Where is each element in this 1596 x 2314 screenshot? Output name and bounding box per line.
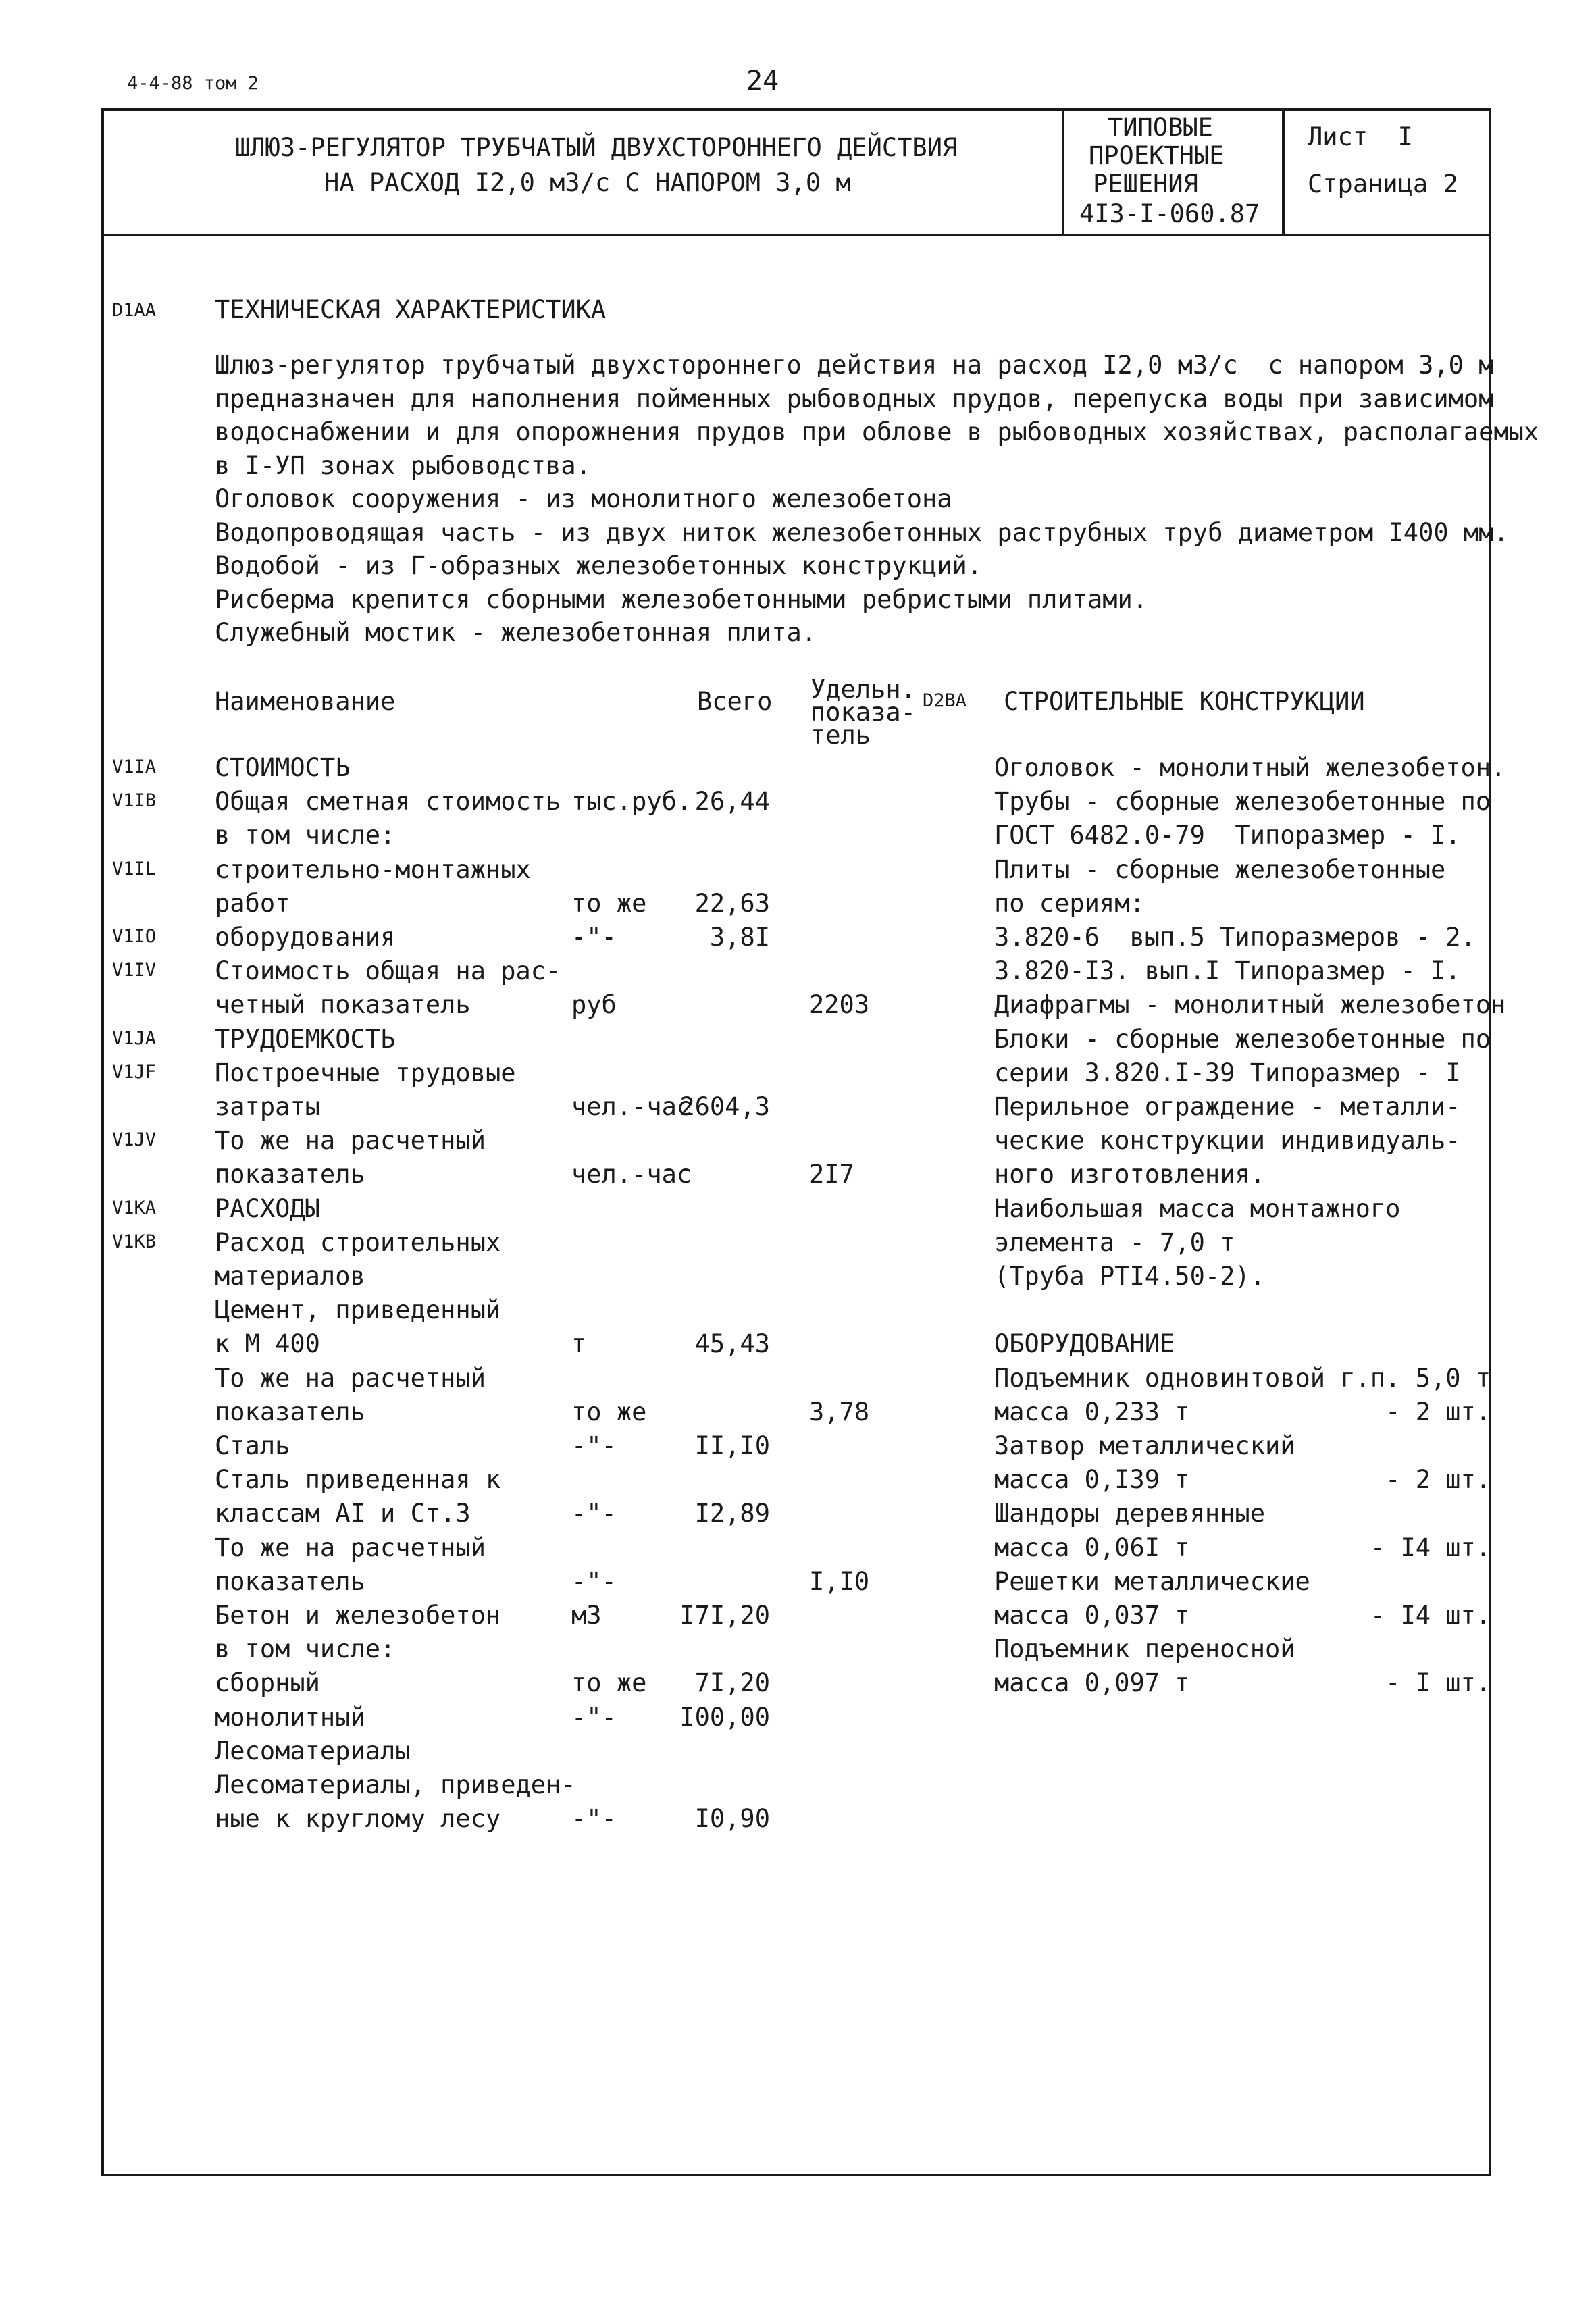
row-name: показатель xyxy=(215,1397,365,1426)
page-label: Страница 2 xyxy=(1308,170,1458,199)
row-code: V1IB xyxy=(112,790,157,812)
right-section-code: D2BA xyxy=(923,690,967,711)
construction-line: Подъемник переносной xyxy=(994,1635,1295,1664)
construction-line: масса 0,06I т - I4 шт. xyxy=(994,1533,1491,1562)
row-code: V1IV xyxy=(112,960,157,981)
row-name: Бетон и железобетон xyxy=(215,1601,501,1630)
construction-line: ОБОРУДОВАНИЕ xyxy=(994,1329,1175,1359)
construction-line: масса 0,037 т - I4 шт. xyxy=(994,1601,1491,1630)
row-code: V1IO xyxy=(112,926,157,947)
row-name: Лесоматериалы xyxy=(215,1736,411,1766)
construction-line: Перильное ограждение - металли- xyxy=(994,1092,1461,1121)
row-name: сборный xyxy=(215,1668,320,1698)
typical-line-3: РЕШЕНИЯ xyxy=(1093,170,1198,199)
row-code: V1JA xyxy=(112,1027,157,1049)
col-specific-header-2: показа- xyxy=(810,698,916,727)
row-specific: 3,78 xyxy=(809,1397,870,1426)
row-specific: 2I7 xyxy=(809,1160,854,1189)
row-name: показатель xyxy=(215,1566,365,1596)
row-total: 3,8I xyxy=(709,923,770,952)
row-name: в том числе: xyxy=(215,821,396,850)
sheet-number: Лист I xyxy=(1308,122,1413,151)
title-line-1: ШЛЮЗ-РЕГУЛЯТОР ТРУБЧАТЫЙ ДВУХСТОРОННЕГО ДЕЙСТВИЯ xyxy=(235,133,958,162)
row-name: материалов xyxy=(215,1262,365,1291)
row-name: СТОИМОСТЬ xyxy=(215,753,351,782)
row-name: классам АI и Ст.3 xyxy=(215,1499,471,1528)
construction-line: (Труба РТI4.50-2). xyxy=(994,1262,1265,1291)
row-unit: тыс.руб. xyxy=(571,787,692,817)
row-unit: -"- xyxy=(571,1431,617,1460)
row-code: V1KA xyxy=(112,1197,157,1218)
description-line: в I-УП зонах рыбоводства. xyxy=(215,451,591,480)
title-line-2: НА РАСХОД I2,0 м3/с С НАПОРОМ 3,0 м xyxy=(324,168,851,197)
series-label: 4-4-88 том 2 xyxy=(127,73,259,94)
row-total: 22,63 xyxy=(694,888,770,918)
row-unit: -"- xyxy=(571,1804,617,1834)
construction-line: 3.820-I3. вып.I Типоразмер - I. xyxy=(994,956,1461,986)
header-vline-2 xyxy=(1282,108,1285,236)
section-title: ТЕХНИЧЕСКАЯ ХАРАКТЕРИСТИКА xyxy=(215,295,607,324)
row-name: Общая сметная стоимость xyxy=(215,787,561,817)
row-name: То же на расчетный xyxy=(215,1363,486,1393)
col-name-header: Наименование xyxy=(215,687,396,716)
row-total: II,I0 xyxy=(694,1431,770,1460)
construction-line: масса 0,233 т - 2 шт. xyxy=(994,1397,1491,1426)
construction-line: Шандоры деревянные xyxy=(994,1499,1265,1528)
row-specific: I,I0 xyxy=(809,1566,870,1596)
row-code: V1IL xyxy=(112,858,157,879)
row-name: к М 400 xyxy=(215,1329,320,1359)
construction-line: масса 0,097 т - I шт. xyxy=(994,1668,1491,1698)
row-name: Построечные трудовые xyxy=(215,1058,516,1087)
construction-line: Решетки металлические xyxy=(994,1566,1310,1596)
row-unit: -"- xyxy=(571,923,617,952)
description-line: Служебный мостик - железобетонная плита. xyxy=(215,618,817,647)
construction-line: Трубы - сборные железобетонные по xyxy=(994,787,1491,817)
construction-line: Оголовок - монолитный железобетон. xyxy=(994,753,1506,782)
row-total: 45,43 xyxy=(694,1329,770,1359)
col-total-header: Всего xyxy=(697,687,773,716)
description-line: Оголовок сооружения - из монолитного железобетона xyxy=(215,484,952,513)
row-name: строительно-монтажных xyxy=(215,854,531,884)
row-unit: т xyxy=(571,1329,587,1359)
description-line: Шлюз-регулятор трубчатый двухстороннего действия на расход I2,0 м3/с с напором 3,0 м xyxy=(215,351,1494,380)
row-unit: чел.-час xyxy=(571,1092,692,1121)
row-total: 2604,3 xyxy=(679,1092,770,1121)
page-number: 24 xyxy=(746,66,779,97)
row-name: Сталь xyxy=(215,1431,290,1460)
row-name: в том числе: xyxy=(215,1635,396,1664)
row-name: Цемент, приведенный xyxy=(215,1295,501,1325)
section-code: D1AA xyxy=(112,300,157,321)
construction-line: ческие конструкции индивидуаль- xyxy=(994,1126,1461,1156)
construction-line: элемента - 7,0 т xyxy=(994,1227,1235,1257)
row-name: работ xyxy=(215,888,290,918)
row-name: Сталь приведенная к xyxy=(215,1465,501,1495)
description-line: водоснабжении и для опорожнения прудов при облове в рыбоводных хозяйствах, располагаемых xyxy=(215,417,1539,446)
construction-line: ГОСТ 6482.0-79 Типоразмер - I. xyxy=(994,821,1461,850)
description-line: Рисберма крепится сборными железобетонными ребристыми плитами. xyxy=(215,584,1148,614)
row-name: ТРУДОЕМКОСТЬ xyxy=(215,1024,396,1054)
description-line: Водобой - из Г-образных железобетонных конструкций. xyxy=(215,551,983,580)
construction-line: Диафрагмы - монолитный железобетон xyxy=(994,990,1506,1020)
row-unit: -"- xyxy=(571,1702,617,1732)
row-code: V1IA xyxy=(112,756,157,777)
row-code: V1JV xyxy=(112,1129,157,1151)
description-line: предназначен для наполнения пойменных рыбоводных прудов, перепуска воды при зависимом xyxy=(215,384,1494,413)
row-unit: -"- xyxy=(571,1566,617,1596)
right-section-title: СТРОИТЕЛЬНЫЕ КОНСТРУКЦИИ xyxy=(1004,687,1365,716)
col-specific-header-1: Удельн. xyxy=(810,675,916,704)
row-code: V1JF xyxy=(112,1061,157,1083)
col-specific-header-3: тель xyxy=(810,721,871,750)
row-name: оборудования xyxy=(215,923,396,952)
construction-line: Плиты - сборные железобетонные xyxy=(994,854,1446,884)
row-unit: чел.-час xyxy=(571,1160,692,1189)
header-vline-1 xyxy=(1062,108,1064,236)
row-name: То же на расчетный xyxy=(215,1126,486,1156)
row-name: Лесоматериалы, приведен- xyxy=(215,1770,576,1799)
row-name: ные к круглому лесу xyxy=(215,1804,501,1834)
description-line: Водопроводящая часть - из двух ниток железобетонных раструбных труб диаметром I400 мм. xyxy=(215,517,1509,547)
row-total: I7I,20 xyxy=(679,1601,770,1630)
construction-line: масса 0,I39 т - 2 шт. xyxy=(994,1465,1491,1495)
row-specific: 2203 xyxy=(809,990,870,1020)
construction-line: 3.820-6 вып.5 Типоразмеров - 2. xyxy=(994,923,1476,952)
row-name: РАСХОДЫ xyxy=(215,1193,320,1223)
construction-line: Затвор металлический xyxy=(994,1431,1295,1460)
row-unit: руб xyxy=(571,990,617,1020)
row-total: I0,90 xyxy=(694,1804,770,1834)
construction-line: Блоки - сборные железобетонные по xyxy=(994,1024,1491,1054)
row-name: затраты xyxy=(215,1092,320,1121)
row-name: четный показатель xyxy=(215,990,471,1020)
typical-line-2: ПРОЕКТНЫЕ xyxy=(1089,141,1225,170)
construction-line: по сериям: xyxy=(994,888,1145,918)
row-unit: то же xyxy=(571,1668,647,1698)
row-total: 26,44 xyxy=(694,787,770,817)
row-code: V1KB xyxy=(112,1231,157,1252)
row-name: Стоимость общая на рас- xyxy=(215,956,561,986)
construction-line: Наибольшая масса монтажного xyxy=(994,1193,1401,1223)
row-name: Расход строительных xyxy=(215,1227,501,1257)
row-total: 7I,20 xyxy=(694,1668,770,1698)
construction-line: ного изготовления. xyxy=(994,1160,1265,1189)
row-unit: то же xyxy=(571,888,647,918)
construction-line: Подъемник одновинтовой г.п. 5,0 т xyxy=(994,1363,1491,1393)
row-name: монолитный xyxy=(215,1702,365,1732)
row-unit: м3 xyxy=(571,1601,602,1630)
construction-line: серии 3.820.I-39 Типоразмер - I xyxy=(994,1058,1461,1087)
row-unit: -"- xyxy=(571,1499,617,1528)
typical-line-1: ТИПОВЫЕ xyxy=(1108,113,1213,142)
typical-code: 4I3-I-060.87 xyxy=(1079,199,1260,228)
row-unit: то же xyxy=(571,1397,647,1426)
row-total: I00,00 xyxy=(679,1702,770,1732)
row-total: I2,89 xyxy=(694,1499,770,1528)
row-name: показатель xyxy=(215,1160,365,1189)
row-name: То же на расчетный xyxy=(215,1533,486,1562)
